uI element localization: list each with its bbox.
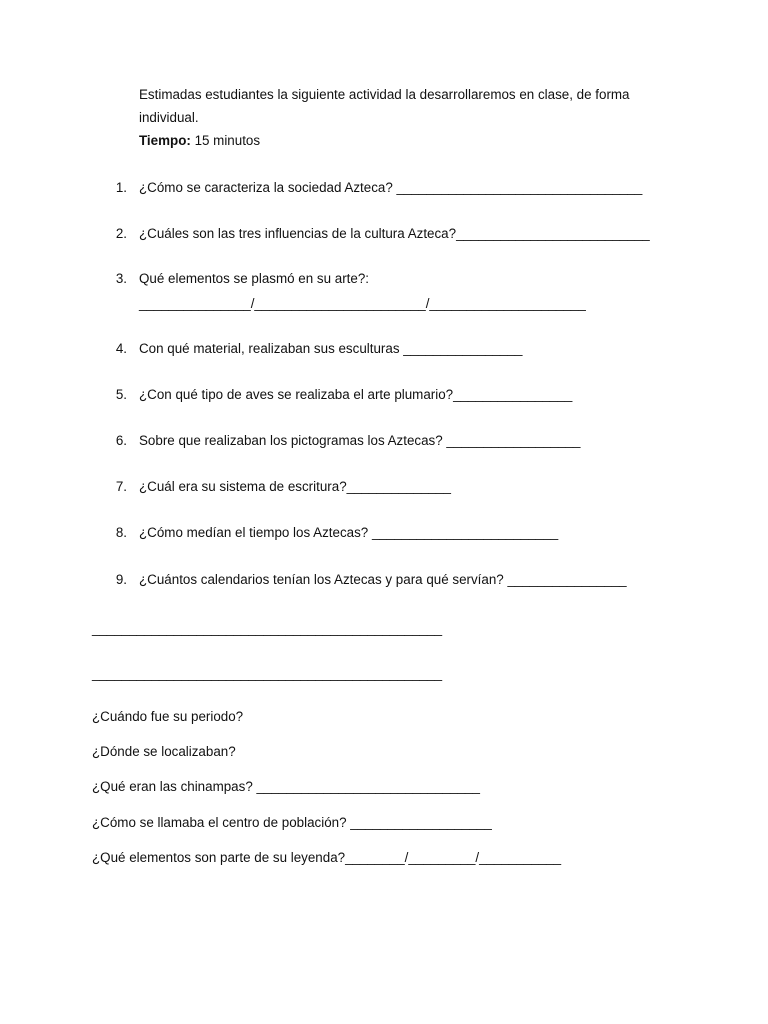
question-number: 5. bbox=[115, 387, 127, 402]
question-text: ¿Cómo se caracteriza la sociedad Azteca? _________________________________ bbox=[139, 180, 643, 195]
time-label: Tiempo: bbox=[139, 133, 191, 148]
question-text: ¿Cómo medían el tiempo los Aztecas? _________________________ bbox=[139, 525, 559, 540]
question-number: 3. bbox=[115, 271, 127, 286]
time-value: 15 minutos bbox=[190, 133, 261, 148]
question-text: Con qué material, realizaban sus esculturas ________________ bbox=[139, 341, 523, 356]
answer-line: _______________________________________________ bbox=[92, 666, 443, 681]
question-text: Sobre que realizaban los pictogramas los Aztecas? __________________ bbox=[139, 433, 581, 448]
question-number: 1. bbox=[115, 180, 127, 195]
question-text: ¿Cuáles son las tres influencias de la cultura Azteca?__________________________ bbox=[139, 226, 650, 241]
question-number: 4. bbox=[115, 341, 127, 356]
extra-question: ¿Cómo se llamaba el centro de población? ___________________ bbox=[92, 815, 492, 830]
question-text: ¿Con qué tipo de aves se realizaba el arte plumario?________________ bbox=[139, 387, 573, 402]
question-number: 8. bbox=[115, 525, 127, 540]
time-line bbox=[139, 132, 260, 150]
question-blanks: _______________/_______________________/_____________________ bbox=[139, 296, 586, 311]
question-text: ¿Cuántos calendarios tenían los Aztecas y para qué servían? ________________ bbox=[139, 572, 627, 587]
extra-question: ¿Cuándo fue su periodo? bbox=[92, 709, 244, 724]
intro-line-2: individual. bbox=[139, 110, 199, 125]
question-number: 2. bbox=[115, 226, 127, 241]
answer-line: _______________________________________________ bbox=[92, 621, 443, 636]
question-number: 7. bbox=[115, 479, 127, 494]
question-text: Qué elementos se plasmó en su arte?: bbox=[139, 271, 370, 286]
question-text: ¿Cuál era su sistema de escritura?______________ bbox=[139, 479, 451, 494]
intro-line-1: Estimadas estudiantes la siguiente actividad la desarrollaremos en clase, de forma bbox=[139, 87, 630, 102]
question-number: 9. bbox=[115, 572, 127, 587]
extra-question: ¿Qué elementos son parte de su leyenda?________/_________/___________ bbox=[92, 850, 562, 865]
extra-question: ¿Dónde se localizaban? bbox=[92, 744, 236, 759]
question-number: 6. bbox=[115, 433, 127, 448]
extra-question: ¿Qué eran las chinampas? ______________________________ bbox=[92, 779, 480, 794]
